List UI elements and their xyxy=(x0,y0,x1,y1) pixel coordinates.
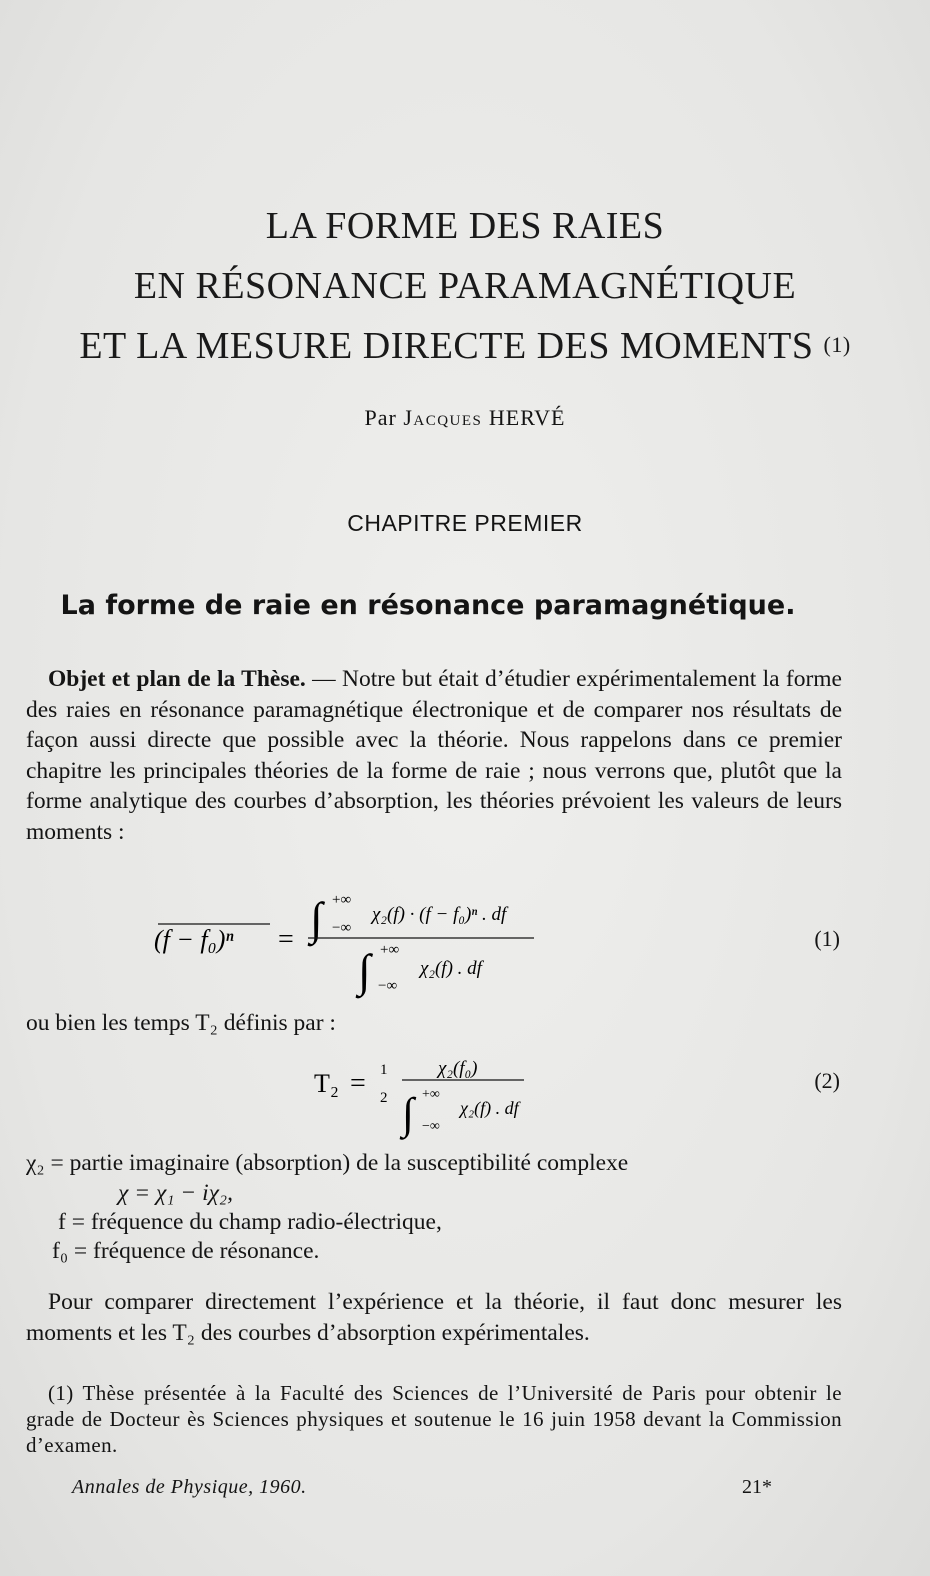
svg-text:+∞: +∞ xyxy=(422,1087,440,1102)
definition-f0: f₀ = fréquence de résonance. xyxy=(52,1238,320,1264)
footnote xyxy=(26,1380,842,1458)
svg-text:χ₂(f) · (f − f₀)ⁿ . df: χ₂(f) · (f − f₀)ⁿ . df xyxy=(372,904,507,925)
svg-text:1: 1 xyxy=(380,1062,388,1078)
section-heading: La forme de raie en résonance paramagnétique. xyxy=(60,590,796,621)
equation-2-number: (2) xyxy=(814,1068,840,1093)
title-line-3 xyxy=(0,324,930,368)
author-first-name: Jacques xyxy=(403,405,483,430)
svg-text:χ₂(f₀): χ₂(f₀) xyxy=(438,1058,478,1079)
author-last-name: HERVÉ xyxy=(488,405,566,430)
definition-chi: χ = χ₁ − iχ₂, xyxy=(118,1180,233,1206)
title-footnote-mark: (1) xyxy=(823,332,851,357)
running-footer: Annales de Physique, 1960. xyxy=(72,1476,307,1498)
svg-text:−∞: −∞ xyxy=(332,920,352,936)
svg-text:(f − f₀)ⁿ: (f − f₀)ⁿ xyxy=(154,925,234,954)
footnote-mark: (1) xyxy=(48,1381,74,1405)
equation-1 xyxy=(150,882,550,1002)
closing-paragraph: Pour comparer directement l’expérience et la théorie, il faut donc mesurer les moments et les T₂ des courbes d’absorption expérimentales. xyxy=(26,1289,842,1346)
intro-text: — Notre but était d’étudier expérimentalement la forme des raies en résonance paramagnétique électronique et de comparer nos résultats de façon aussi directe que possible avec la théorie. Nous rappelons dans ce premier chapitre les principales théories de la forme de raie ; nous verrons que, plutôt que la forme analytique des courbes d’absorption, les théories prévoient les valeurs de leurs moments : xyxy=(26,666,842,845)
footnote-text: Thèse présentée à la Faculté des Sciences de l’Université de Paris pour obtenir le grade de Docteur ès Sciences physiques et soutenue le 16 juin 1958 devant la Commission d’examen. xyxy=(26,1381,842,1457)
svg-text:∫: ∫ xyxy=(358,945,371,996)
title-line-2: EN RÉSONANCE PARAMAGNÉTIQUE xyxy=(133,265,797,307)
author-prefix: Par xyxy=(364,405,397,430)
chapter-heading: CHAPITRE PREMIER xyxy=(347,510,583,536)
svg-text:∫: ∫ xyxy=(402,1089,415,1138)
definition-f: f = fréquence du champ radio-électrique, xyxy=(58,1209,442,1235)
svg-text:∫: ∫ xyxy=(310,893,323,944)
svg-text:χ₂(f) . df: χ₂(f) . df xyxy=(420,958,482,979)
definition-chi2: χ₂ = partie imaginaire (absorption) de la susceptibilité complexe xyxy=(26,1150,629,1176)
svg-text:−∞: −∞ xyxy=(378,978,398,994)
equation-2 xyxy=(310,1048,550,1140)
between-text: ou bien les temps T₂ définis par : xyxy=(26,1010,336,1036)
author-line xyxy=(0,405,930,431)
title-line-1: LA FORME DES RAIES xyxy=(265,205,665,247)
svg-text:2: 2 xyxy=(380,1090,388,1106)
svg-text:+∞: +∞ xyxy=(380,942,400,958)
svg-text:=: = xyxy=(350,1068,366,1099)
svg-text:+∞: +∞ xyxy=(332,892,352,908)
svg-text:T₂: T₂ xyxy=(314,1069,339,1098)
equation-1-number: (1) xyxy=(814,926,840,951)
intro-paragraph xyxy=(26,664,842,847)
svg-text:−∞: −∞ xyxy=(422,1119,440,1134)
svg-text:χ₂(f) . df: χ₂(f) . df xyxy=(460,1098,519,1118)
page-number: 21* xyxy=(742,1476,772,1498)
svg-text:=: = xyxy=(278,924,294,955)
intro-lead: Objet et plan de la Thèse. xyxy=(48,666,306,692)
title-line-3-text: ET LA MESURE DIRECTE DES MOMENTS xyxy=(79,325,814,367)
